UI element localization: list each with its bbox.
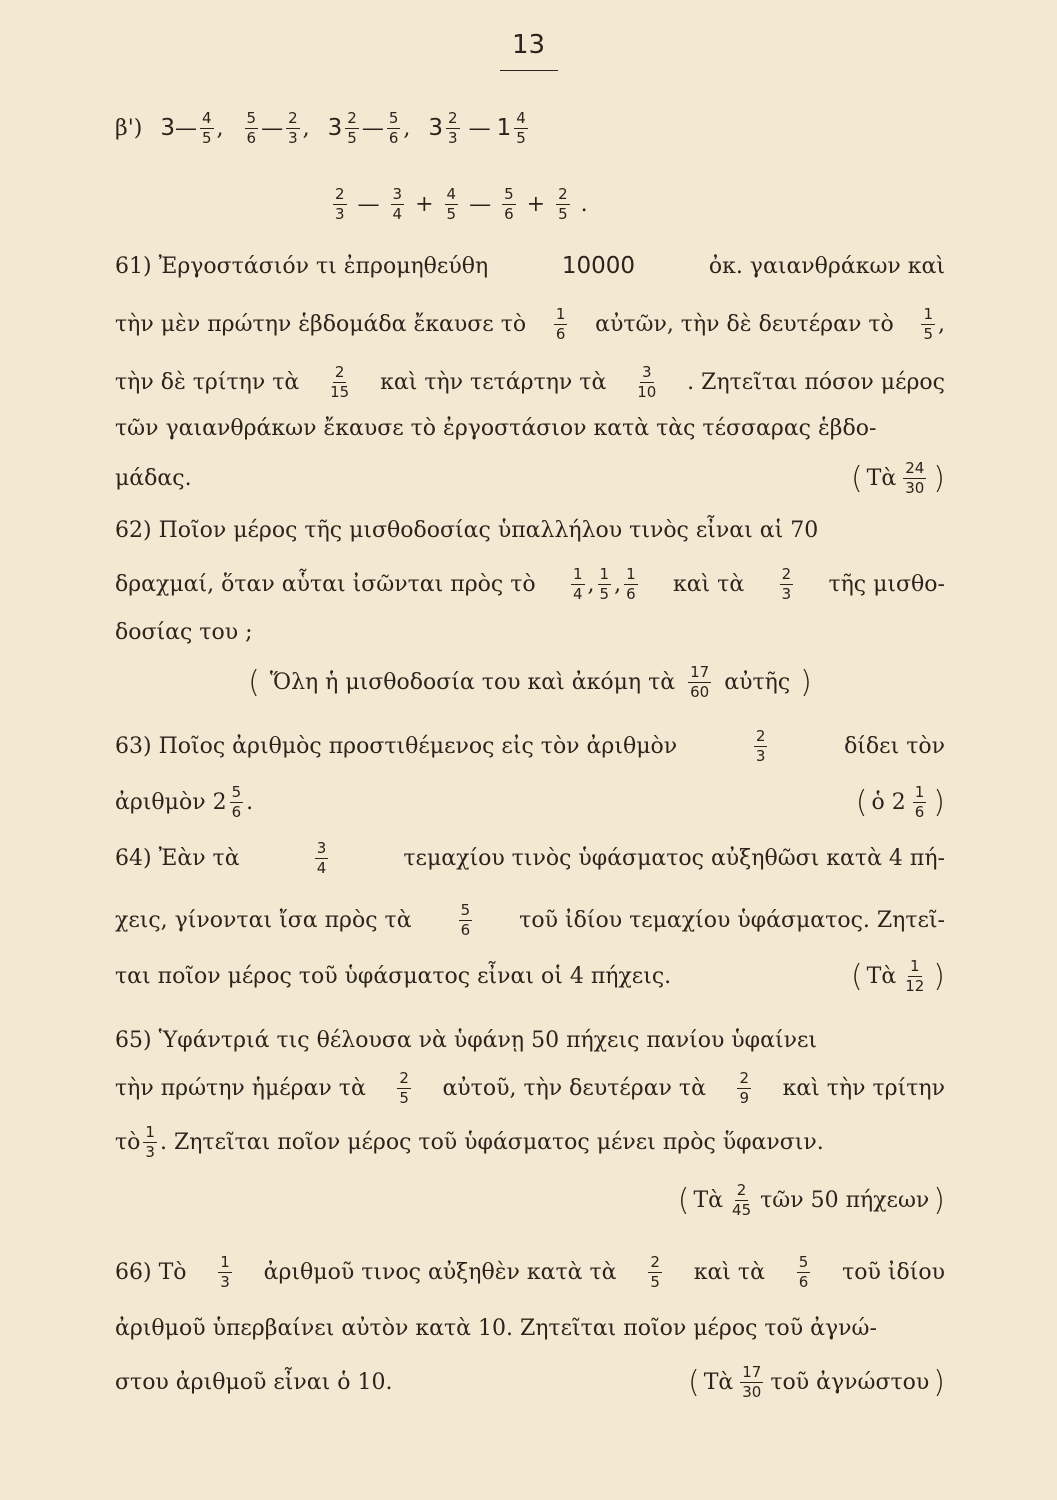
fraction: 2 3: [781, 564, 792, 603]
fraction: 1 4: [572, 564, 583, 603]
problem-61-line-4: τῶν γαιανθράκων ἔκαυσε τὸ ἐργοστάσιον κατὰ τὰς τέσσαρας ἑβδο-: [115, 415, 877, 441]
fraction: $\frac{2}{5}$: [558, 184, 568, 223]
problem-66-line-1: 66) Τὸ 1 3 ἀριθμοῦ τινος αὐξηθὲν κατὰ τὰ 2 5 καὶ τὰ 5 6 τοῦ ἰδίου: [115, 1252, 945, 1291]
fraction: 2 3: [288, 108, 298, 147]
problem-62-line-2: δραχμαί, ὅταν αὗται ἰσῶνται πρὸς τὸ 1 4 , 1 5 , 1 6 καὶ τὰ 2 3 τῆς μισθο-: [115, 564, 945, 603]
answer-62: ( Ὅλη ἡ μισθοδοσία του καὶ ἀκόμη τὰ 17 60 αὐτῆς ): [248, 662, 812, 701]
fraction: 1 6: [914, 782, 925, 821]
fraction: 2 5: [650, 1252, 660, 1291]
fraction: 2 3: [448, 108, 458, 147]
fraction: 4 5: [516, 108, 526, 147]
fraction: 17 60: [690, 662, 710, 701]
exercise-b-item-1: 3 — 4 5 ,: [160, 108, 224, 147]
fraction: 2 9: [739, 1068, 750, 1107]
exercise-b-line-2: 2 3 — 3 4 + $\frac{4}{5}$ — 5 6 + $\frac{2}{5}$ .: [335, 184, 588, 223]
fraction: 1 5: [599, 564, 610, 603]
problem-61-line-1: 61) Ἐργοστάσιόν τι ἐπρομηθεύθη 10000 ὀκ. γαιανθράκων καὶ: [115, 253, 945, 279]
fraction: 17 30: [742, 1362, 762, 1401]
problem-64-line-2: χεις, γίνονται ἴσα πρὸς τὰ 5 6 τοῦ ἰδίου τεμαχίου ὑφάσματος. Ζητεῖ-: [115, 900, 945, 939]
problem-65-line-1: 65) Ὑφάντριά τις θέλουσα νὰ ὑφάνῃ 50 πήχεις πανίου ὑφαίνει: [115, 1027, 817, 1053]
fraction: 4 5: [202, 108, 212, 147]
fraction: 2 3: [755, 726, 766, 765]
page-number-rule: [500, 70, 558, 71]
problem-61-line-5: μάδας. ( Τὰ 24 30 ): [115, 458, 945, 497]
fraction: 5 6: [231, 782, 242, 821]
fraction: 2 15: [330, 362, 350, 401]
problem-63-line-2: ἀριθμὸν 2 5 6 . ( ὁ 2 1 6 ): [115, 782, 945, 821]
problem-62-line-3: δοσίας του ;: [115, 619, 253, 645]
problem-66-line-3: στου ἀριθμοῦ εἶναι ὁ 10. ( Τὰ 17 30 τοῦ ἀγνώστου ): [115, 1362, 945, 1401]
fraction: 2 5: [347, 108, 357, 147]
answer-64: ( Τὰ 1 12 ): [850, 956, 945, 995]
exercise-b-item-2: 5 6 — 2 3 ,: [246, 108, 310, 147]
exercise-b-item-4: 3 2 3 — 1 4 5: [428, 108, 526, 147]
problem-64-line-1: 64) Ἐὰν τὰ 3 4 τεμαχίου τινὸς ὑφάσματος αὐξηθῶσι κατὰ 4 πή-: [115, 838, 945, 877]
fraction: 1 3: [145, 1122, 155, 1161]
answer-61: ( Τὰ 24 30 ): [850, 458, 945, 497]
page-number: 13: [511, 30, 546, 60]
answer-65: ( Τὰ 2 45 τῶν 50 πήχεων ): [677, 1180, 945, 1219]
fraction: 3 4: [392, 184, 403, 223]
fraction: 5 6: [246, 108, 257, 147]
problem-64-line-3: ται ποῖον μέρος τοῦ ὑφάσματος εἶναι οἱ 4 πήχεις. ( Τὰ 1 12 ): [115, 956, 945, 995]
fraction: 2 3: [335, 184, 345, 223]
fraction: 1 6: [626, 564, 636, 603]
fraction: 1 5: [923, 304, 933, 343]
answer-63: ( ὁ 2 1 6 ): [855, 782, 945, 821]
fraction: 5 6: [388, 108, 399, 147]
problem-61-line-2: τὴν μὲν πρώτην ἑβδομάδα ἔκαυσε τὸ 1 6 αὐτῶν, τὴν δὲ δευτέραν τὸ 1 5 ,: [115, 304, 945, 343]
exercise-b-item-3: 3 2 5 — 5 6 ,: [327, 108, 411, 147]
fraction: 3 10: [637, 362, 657, 401]
problem-65-line-3: τὸ 1 3 . Ζητεῖται ποῖον μέρος τοῦ ὑφάσματος μένει πρὸς ὕφανσιν.: [115, 1122, 824, 1161]
fraction: 1 3: [220, 1252, 230, 1291]
problem-62-line-1: 62) Ποῖον μέρος τῆς μισθοδοσίας ὑπαλλήλου τινὸς εἶναι αἱ 70: [115, 517, 819, 543]
problem-65-line-2: τὴν πρώτην ἡμέραν τὰ 2 5 αὐτοῦ, τὴν δευτέραν τὰ 2 9 καὶ τὴν τρίτην: [115, 1068, 945, 1107]
fraction: 2 45: [732, 1180, 752, 1219]
fraction: 5 6: [504, 184, 514, 223]
fraction: 5 6: [460, 900, 471, 939]
problem-66-line-2: ἀριθμοῦ ὑπερβαίνει αὐτὸν κατὰ 10. Ζητεῖται ποῖον μέρος τοῦ ἀγνώ-: [115, 1315, 877, 1341]
fraction: 1 12: [905, 956, 925, 995]
problem-63-line-1: 63) Ποῖος ἀριθμὸς προστιθέμενος εἰς τὸν ἀριθμὸν 2 3 δίδει τὸν: [115, 726, 945, 765]
exercise-b-line-1: [115, 96, 945, 160]
fraction: 3 4: [316, 838, 327, 877]
fraction: 5 6: [798, 1252, 809, 1291]
problem-61-line-3: τὴν δὲ τρίτην τὰ 2 15 καὶ τὴν τετάρτην τὰ 3 10 . Ζητεῖται πόσον μέρος: [115, 362, 945, 401]
fraction: 2 5: [399, 1068, 409, 1107]
fraction: $\frac{4}{5}$: [446, 184, 457, 223]
fraction: 1 6: [555, 304, 566, 343]
exercise-b-label: β'): [115, 115, 143, 141]
answer-66: ( Τὰ 17 30 τοῦ ἀγνώστου ): [688, 1362, 945, 1401]
fraction: 24 30: [905, 458, 925, 497]
